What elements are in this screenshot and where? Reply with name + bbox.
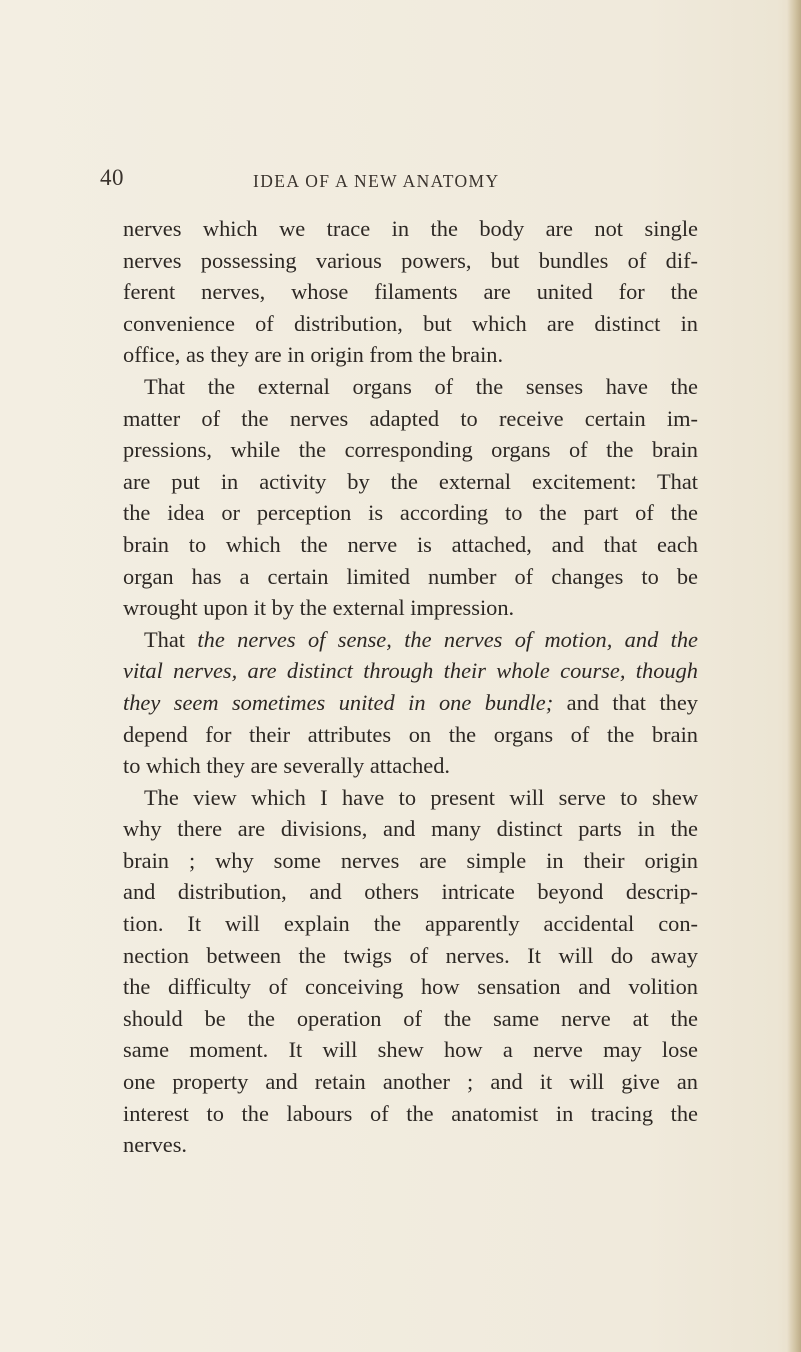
text-line: the difficulty of conceiving how sensation and volition bbox=[123, 974, 698, 1000]
text-line: same moment. It will shew how a nerve may lose bbox=[123, 1037, 698, 1063]
text-line: nerves. bbox=[123, 1132, 188, 1158]
text-line: organ has a certain limited number of changes to be bbox=[123, 563, 698, 589]
text-run: That bbox=[144, 626, 198, 652]
text-line: and distribution, and others intricate beyond descrip- bbox=[123, 879, 698, 905]
page-edge-shadow bbox=[787, 0, 801, 1352]
text-run: and that they bbox=[553, 689, 698, 715]
text-line: the idea or perception is according to the part of the bbox=[123, 500, 698, 526]
page-number: 40 bbox=[100, 165, 124, 190]
text-line: ferent nerves, whose filaments are united for the bbox=[123, 279, 698, 305]
text-line bbox=[123, 624, 698, 656]
text-line: matter of the nerves adapted to receive certain im- bbox=[123, 405, 698, 431]
text-line bbox=[123, 655, 698, 687]
text-line: office, as they are in origin from the brain. bbox=[123, 342, 504, 368]
text-line: why there are divisions, and many distinct parts in the bbox=[123, 816, 698, 842]
text-line: wrought upon it by the external impression. bbox=[123, 595, 515, 621]
text-line: depend for their attributes on the organs of the brain bbox=[123, 721, 698, 747]
italic-run: they seem sometimes united in one bundle; bbox=[123, 689, 554, 715]
text-line: to which they are severally attached. bbox=[123, 753, 451, 779]
body-text bbox=[123, 213, 698, 1161]
text-line: nection between the twigs of nerves. It will do away bbox=[123, 942, 698, 968]
running-head: IDEA OF A NEW ANATOMY bbox=[253, 171, 500, 191]
text-line: should be the operation of the same nerve at the bbox=[123, 1005, 698, 1031]
text-line: brain ; why some nerves are simple in their origin bbox=[123, 847, 698, 873]
text-line: convenience of distribution, but which are distinct in bbox=[123, 310, 698, 336]
text-line: nerves which we trace in the body are not single bbox=[123, 216, 698, 241]
page-header bbox=[0, 164, 801, 200]
italic-run: vital nerves, are distinct through their whole course, though bbox=[123, 658, 698, 684]
text-line: nerves possessing various powers, but bundles of dif- bbox=[123, 247, 698, 273]
text-line bbox=[123, 687, 698, 719]
text-line: tion. It will explain the apparently accidental con- bbox=[123, 911, 698, 937]
text-line: are put in activity by the external excitement: That bbox=[123, 468, 698, 494]
text-line: pressions, while the corresponding organs of the brain bbox=[123, 437, 698, 463]
text-line: brain to which the nerve is attached, and that each bbox=[123, 531, 698, 557]
text-line: one property and retain another ; and it will give an bbox=[123, 1069, 698, 1095]
text-line: The view which I have to present will serve to shew bbox=[144, 784, 698, 810]
italic-run: the nerves of sense, the nerves of motion, and the bbox=[197, 626, 698, 652]
text-line: interest to the labours of the anatomist in tracing the bbox=[123, 1100, 698, 1126]
text-line: That the external organs of the senses have the bbox=[144, 373, 698, 399]
